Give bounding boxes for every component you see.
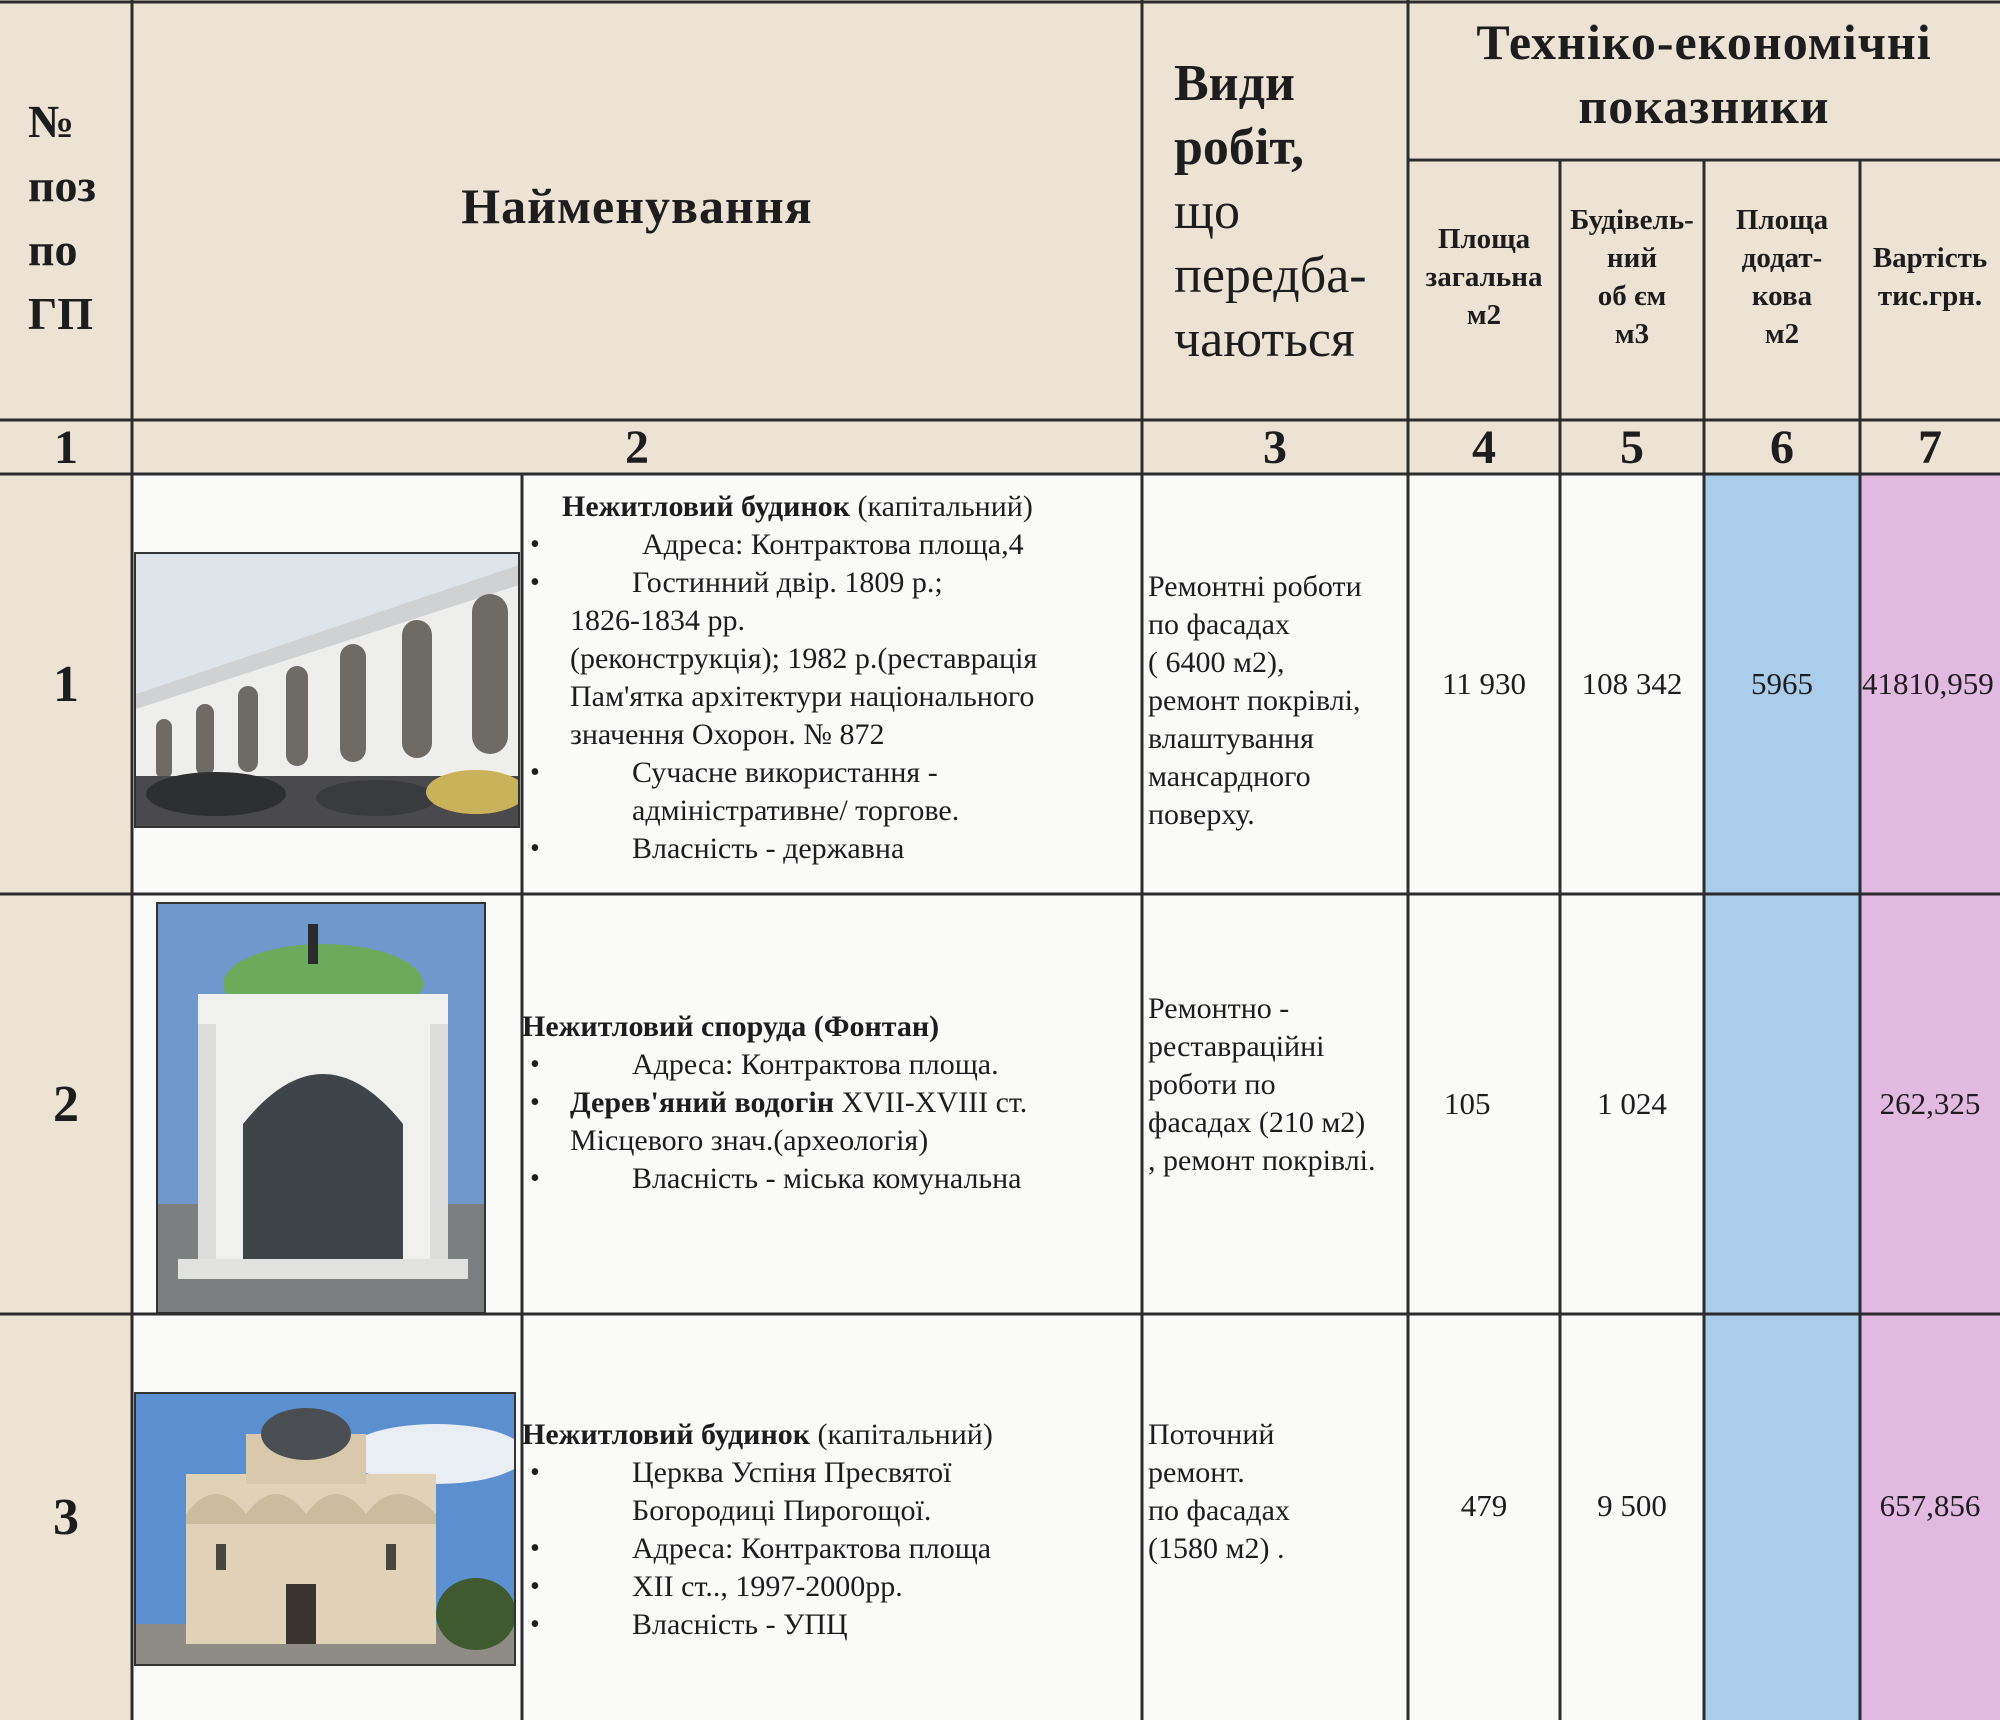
list-item: • Власність - міська комунальна <box>522 1160 1142 1198</box>
row-title: Нежитловий споруда (Фонтан) <box>522 1010 940 1043</box>
row-position-number: 2 <box>53 1075 79 1133</box>
header-sub-line: тис.грн. <box>1877 280 1983 312</box>
column-number: 2 <box>132 420 1142 474</box>
column-number: 7 <box>1860 420 2000 474</box>
header-sub-line: м3 <box>1614 318 1650 350</box>
header-sub-line: кова <box>1751 280 1813 312</box>
header-sub-line: м2 <box>1466 299 1502 331</box>
header-work-line: чаються <box>1174 311 1355 368</box>
column-number: 5 <box>1560 420 1704 474</box>
list-item: • Власність - державна <box>522 830 1142 868</box>
list-item: • Власність - УПЦ <box>522 1606 1142 1644</box>
row-extra-area: 5965 <box>1751 666 1813 701</box>
list-item: • Дерев'яний водогін XVII-XVIII ст. Місцевого знач.(археологія) <box>522 1084 1142 1160</box>
header-sub-line: ний <box>1606 242 1658 274</box>
header-work-line: Види <box>1174 55 1295 112</box>
header-work-line: робіт, <box>1174 119 1304 176</box>
header-sub-line: загальна <box>1425 261 1543 293</box>
row-cost: 657,856 <box>1879 1488 1981 1523</box>
row-cost: 262,325 <box>1879 1086 1981 1121</box>
header-work-line: передба- <box>1174 247 1367 304</box>
row-position-number: 1 <box>53 655 79 713</box>
row-total-area: 11 930 <box>1441 666 1527 701</box>
row-building-volume: 108 342 <box>1581 666 1683 701</box>
list-item: • Адреса: Контрактова площа. <box>522 1046 1142 1084</box>
header-sub-line: Вартість <box>1872 242 1988 274</box>
column-number: 1 <box>0 420 132 474</box>
header-tech-line: Техніко-економічні <box>1476 14 1932 70</box>
column-number: 6 <box>1704 420 1860 474</box>
header-num-line: по <box>28 224 78 275</box>
row-title: Нежитловий будинок (капітальний) <box>562 490 1033 523</box>
list-item: • XII ст.., 1997-2000рр. <box>522 1568 1142 1606</box>
header-sub-line: м2 <box>1764 318 1800 350</box>
header-sub-line: додат- <box>1741 242 1823 274</box>
row-building-volume: 1 024 <box>1597 1086 1667 1121</box>
row-position-number: 3 <box>53 1488 79 1546</box>
header-sub-line: об єм <box>1597 280 1667 312</box>
header-sub-line: Будівель- <box>1570 204 1694 236</box>
row-work-types: Поточний ремонт. по фасадах (1580 м2) . <box>1148 1418 1290 1565</box>
row-building-volume: 9 500 <box>1597 1488 1667 1523</box>
row-title: Нежитловий будинок (капітальний) <box>522 1418 993 1451</box>
list-item: • Сучасне використання - адміністративне/ торгове. <box>522 754 1142 830</box>
list-item: • Церква Успіня Пресвятої Богородиці Пирогощої. <box>522 1454 1142 1530</box>
header-num-line: ГП <box>28 288 94 339</box>
list-item: • Адреса: Контрактова площа,4 <box>522 526 1142 564</box>
row-total-area: 479 <box>1460 1488 1508 1523</box>
row-work-types: Ремонтно - реставраційні роботи по фасадах (210 м2) , ремонт покрівлі. <box>1148 992 1376 1177</box>
row-total-area: 105 <box>1444 1086 1491 1121</box>
header-sub-line: Площа <box>1437 223 1531 255</box>
header-num-line: № <box>28 96 75 147</box>
list-item: • Гостинний двір. 1809 р.; 1826-1834 рр. (реконструкція); 1982 р.(реставрація Пам'ятка архітектури національного значення Охорон. № 872 <box>522 564 1142 754</box>
row-work-types: Ремонтні роботи по фасадах ( 6400 м2), ремонт покрівлі, влаштування мансардного поверху. <box>1148 570 1362 831</box>
column-number: 3 <box>1142 420 1408 474</box>
header-work-line: що <box>1174 183 1241 240</box>
header-tech-line: показники <box>1578 78 1830 134</box>
header-num-line: поз <box>28 160 96 211</box>
header-sub-line: Площа <box>1735 204 1829 236</box>
list-item: • Адреса: Контрактова площа <box>522 1530 1142 1568</box>
header-name: Найменування <box>132 0 1142 420</box>
column-number: 4 <box>1408 420 1560 474</box>
row-cost: 41810,959 <box>1862 666 1994 701</box>
